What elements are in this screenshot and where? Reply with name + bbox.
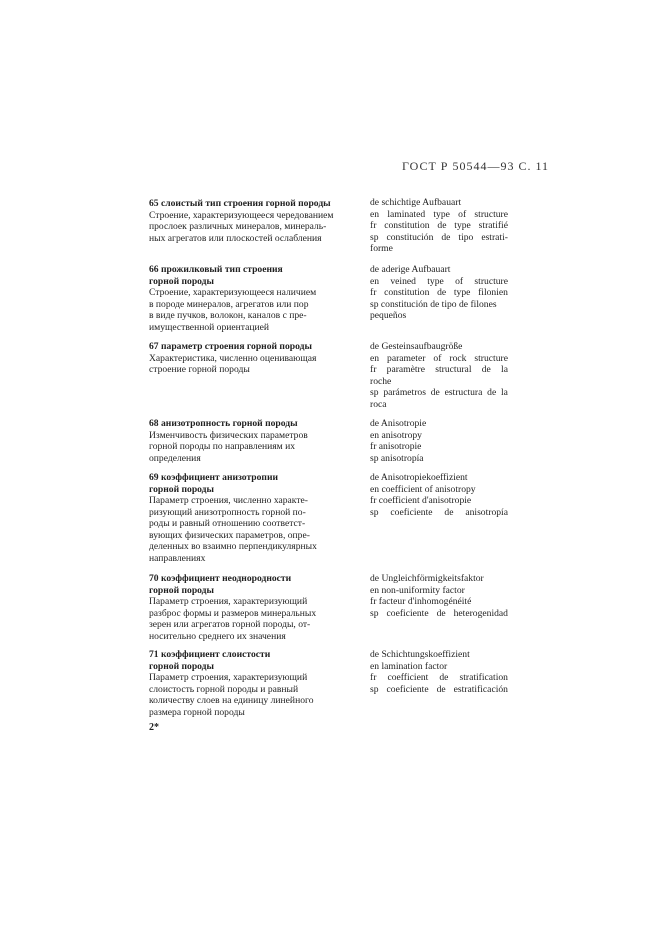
translation-line: fr coefficient d'anisotropie bbox=[370, 495, 472, 507]
translation-line: en parameter of rock structure bbox=[370, 352, 508, 364]
translation-line: fr coefficient de stratification bbox=[370, 672, 508, 684]
term-71-translations bbox=[370, 649, 508, 695]
translation-line: fr constitution de type stratifié bbox=[370, 220, 508, 232]
term-69-definition: Параметр строения, численно характе- ризующий анизотропность горной по- роды и равный отношению соответст- вующих физических параметров, опре- деленных во взаимно перпендикулярных направлениях bbox=[149, 495, 317, 564]
term-66-title: 66 прожилковый тип строения горной породы bbox=[149, 264, 283, 287]
term-65-title: 65 слоистый тип строения горной породы bbox=[149, 198, 331, 209]
term-68-translations bbox=[370, 418, 508, 464]
translation-line: de schichtige Aufbauart bbox=[370, 197, 462, 208]
term-69-translations bbox=[370, 472, 508, 518]
term-69 bbox=[149, 472, 359, 564]
page-number: 2* bbox=[149, 722, 159, 733]
term-71 bbox=[149, 649, 359, 718]
translation-line: roche bbox=[370, 375, 392, 387]
translation-line: en laminated type of structure bbox=[370, 208, 508, 220]
term-66-translations bbox=[370, 264, 508, 322]
term-70-definition: Параметр строения, характеризующий разброс формы и размеров минеральных зерен или агрегатов горной породы, от- носительно среднего их значения bbox=[149, 596, 317, 642]
translation-line: sp coeficiente de heterogenidad bbox=[370, 607, 508, 619]
translation-line: forme bbox=[370, 243, 393, 255]
term-71-definition: Параметр строения, характеризующий слоистость горной породы и равный количеству слоев на единицу линейного размера горной породы bbox=[149, 672, 314, 718]
term-67-definition: Характеристика, численно оценивающая строение горной породы bbox=[149, 352, 317, 375]
translation-line: de Anisotropie bbox=[370, 418, 427, 429]
translation-line: sp coeficiente de estratificación bbox=[370, 683, 508, 695]
term-66-definition: Строение, характеризующееся наличием в породе минералов, агрегатов или пор в виде пучков, волокон, каналов с пре- имущественной ориентацией bbox=[149, 287, 317, 333]
translation-line: de Ungleichförmigkeitsfaktor bbox=[370, 573, 484, 584]
translation-line: de Gesteinsaufbaugröße bbox=[370, 341, 463, 352]
translation-line: sp coeficiente de anisotropía bbox=[370, 506, 508, 518]
translation-line: fr anisotropie bbox=[370, 441, 422, 453]
translation-line: en veined type of structure bbox=[370, 275, 508, 287]
translation-line: en non-uniformity factor bbox=[370, 584, 465, 596]
translation-line: sp anisotropía bbox=[370, 452, 424, 464]
term-71-title: 71 коэффициент слоистости горной породы bbox=[149, 649, 271, 672]
term-67 bbox=[149, 341, 359, 376]
translation-line: en lamination factor bbox=[370, 660, 448, 672]
translation-line: sp parámetros de estructura de la bbox=[370, 387, 508, 399]
translation-line: fr facteur d'inhomogénéité bbox=[370, 596, 472, 608]
term-67-translations bbox=[370, 341, 508, 411]
term-70-translations bbox=[370, 573, 508, 619]
translation-line: en anisotropy bbox=[370, 429, 422, 441]
page-header-text: ГОСТ Р 50544—93 С. 11 bbox=[402, 159, 550, 173]
translation-line: de Schichtungskoeffizient bbox=[370, 649, 470, 660]
translation-line: de Anisotropiekoeffizient bbox=[370, 472, 468, 483]
translation-line: roca bbox=[370, 398, 387, 410]
term-68-definition: Изменчивость физических параметров горной породы по направлениям их определения bbox=[149, 429, 308, 464]
translation-line: pequeños bbox=[370, 310, 407, 322]
translation-line: en coefficient of anisotropy bbox=[370, 483, 476, 495]
translation-line: sp constitución de tipo estrati- bbox=[370, 231, 508, 243]
term-66 bbox=[149, 264, 359, 333]
translation-line: fr paramètre structural de la bbox=[370, 364, 508, 376]
term-70 bbox=[149, 573, 359, 642]
term-70-title: 70 коэффициент неоднородности горной породы bbox=[149, 573, 292, 596]
term-65-translations bbox=[370, 197, 508, 255]
term-65 bbox=[149, 198, 359, 244]
term-68-title: 68 анизотропность горной породы bbox=[149, 418, 298, 429]
translation-line: sp constitución de tipo de filones bbox=[370, 298, 497, 310]
translation-line: de aderige Aufbauart bbox=[370, 264, 451, 275]
term-65-definition: Строение, характеризующееся чередованием прослоек различных минералов, минераль- ных агрегатов или плоскостей ослабления bbox=[149, 209, 334, 244]
term-69-title: 69 коэффициент анизотропии горной породы bbox=[149, 472, 279, 495]
term-68 bbox=[149, 418, 359, 464]
term-67-title: 67 параметр строения горной породы bbox=[149, 341, 312, 352]
translation-line: fr constitution de type filonien bbox=[370, 287, 508, 299]
page-header bbox=[402, 159, 550, 181]
